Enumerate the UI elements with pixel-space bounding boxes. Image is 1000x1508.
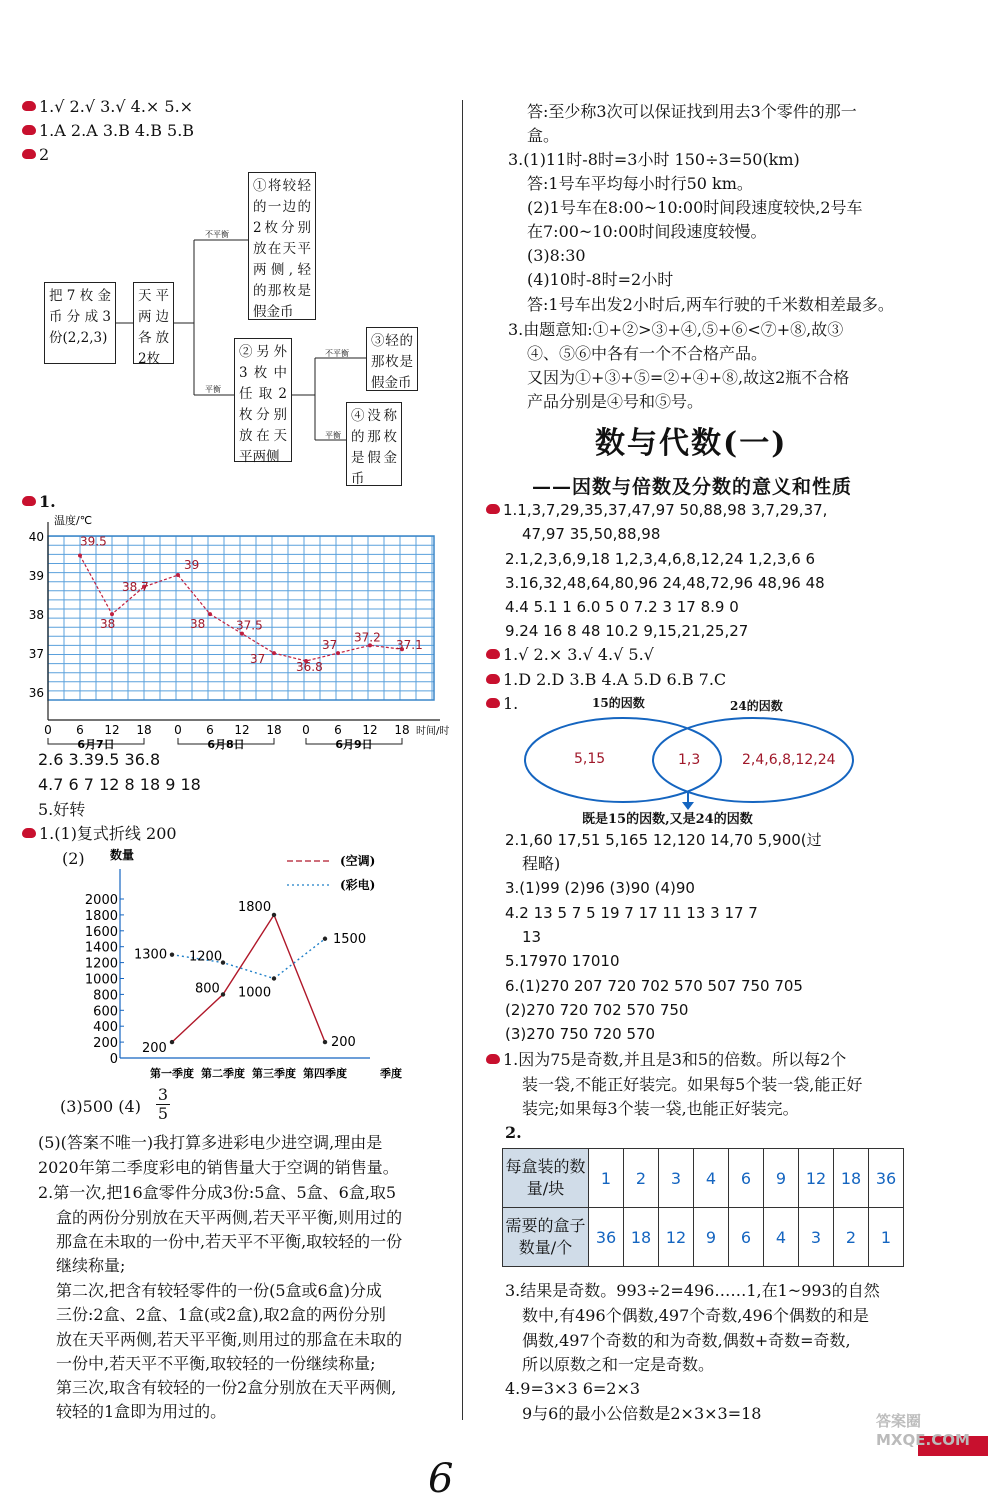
ans-line: 装完;如果每3个装一袋,也能正好装完。	[522, 1099, 799, 1118]
ans-line: 3.(1)11时-8时=3小时 150÷3=50(km)	[508, 150, 800, 169]
y-tick-label: 1800	[84, 908, 118, 924]
x-tick-label: 0	[174, 723, 182, 737]
data-label: 37	[250, 652, 266, 667]
legend-label: (彩电)	[340, 878, 376, 892]
x-tick-label: 12	[104, 723, 120, 737]
data-label: 38	[190, 617, 206, 632]
group-label: 6月9日	[335, 738, 373, 750]
y-axis-label: 数量	[110, 848, 135, 862]
data-point	[323, 937, 327, 941]
ans-line: 4.4 5.1 1 6.0 5 0 7.2 3 17 8.9 0	[505, 598, 739, 616]
y-tick-label: 1000	[84, 972, 118, 988]
ans-line: 6.(1)270 207 720 702 570 507 750 705	[505, 977, 803, 995]
y-tick-label: 36	[28, 686, 44, 701]
ans-line: 1.因为75是奇数,并且是3和5的倍数。所以每2个	[486, 1050, 846, 1070]
y-tick-label: 2000	[84, 893, 118, 908]
flow-start: 把7枚金币分成3份(2,2,3)	[44, 282, 116, 364]
data-point	[272, 913, 276, 917]
ans-line: 3.结果是奇数。993÷2=496……1,在1~993的自然	[505, 1281, 880, 1300]
ans-line: 47,97 35,50,88,98	[522, 525, 661, 543]
table-cell: 4	[764, 1208, 799, 1267]
venn-note: 既是15的因数,又是24的因数	[582, 812, 753, 827]
data-point	[272, 976, 276, 980]
ans-line: 3.16,32,48,64,80,96 24,48,72,96 48,96 48	[505, 574, 825, 592]
table-cell: 3	[799, 1208, 834, 1267]
page-subtitle: ——因数与倍数及分数的意义和性质	[532, 476, 853, 498]
ans-line: 9.24 16 8 48 10.2 9,15,21,25,27	[505, 622, 749, 640]
data-label: 37.5	[236, 618, 263, 633]
data-label: 37.1	[396, 638, 423, 653]
x-tick-label: 第三季度	[252, 1067, 296, 1080]
data-label: 200	[331, 1035, 356, 1051]
ans-line: (4)10时-8时=2小时	[527, 270, 674, 289]
data-label: 39.5	[80, 534, 107, 549]
ans-line: 在7:00~10:00时间段速度较慢。	[527, 222, 767, 241]
data-label: 1300	[134, 947, 168, 963]
x-axis-label: 时间/时	[416, 726, 450, 737]
column-divider	[462, 100, 463, 1420]
ans-line: (3)270 750 720 570	[505, 1025, 656, 1043]
data-label: 38.7	[122, 579, 149, 594]
table-cell: 6	[729, 1208, 764, 1267]
ans-line: 1.A 2.A 3.B 4.B 5.B	[22, 121, 194, 141]
ans-line: 第二次,把含有较轻零件的一份(5盒或6盒)分成	[56, 1281, 382, 1300]
data-label: 37.2	[354, 630, 381, 645]
data-label: 1000	[238, 985, 272, 1001]
y-tick-label: 37	[28, 647, 44, 662]
ans-line: 那盒在未取的一份中,若天平不平衡,取较轻的一份	[56, 1232, 403, 1251]
ans-line: (2)270 720 702 570 750	[505, 1001, 689, 1019]
table-row	[503, 1208, 904, 1267]
table-cell: 2	[834, 1208, 869, 1267]
ans-line: 2.	[505, 1123, 522, 1142]
data-label: 1500	[333, 931, 367, 947]
data-label: 39	[184, 558, 200, 573]
series-line	[172, 915, 325, 1042]
ans-line: 4.9=3×3 6=2×3	[505, 1379, 641, 1398]
x-tick-label: 12	[362, 723, 378, 737]
data-point	[78, 554, 82, 558]
ans-line: 4.7 6 7 12 8 18 9 18	[38, 775, 201, 794]
flow-balanced-label: 平衡	[205, 385, 221, 394]
ans-line: 1.D 2.D 3.B 4.A 5.D 6.B 7.C	[486, 670, 726, 690]
data-point	[170, 952, 174, 956]
ans-line: 2020年第二季度彩电的销售量大于空调的销售量。	[38, 1158, 399, 1177]
ans-line: 放在天平两侧,若天平平衡,则用过的那盒在未取的	[56, 1330, 403, 1349]
ans-line: 1.√ 2.× 3.√ 4.√ 5.√	[486, 645, 654, 665]
table-cell: 1	[869, 1208, 904, 1267]
ans-line: 5.17970 17010	[505, 952, 620, 970]
section-marker-icon	[22, 496, 36, 506]
ans-line: 一份中,若天平不平衡,取较轻的一份继续称量;	[56, 1354, 376, 1373]
fraction: 3 5	[157, 1085, 169, 1123]
x-axis-label: 季度	[380, 1067, 402, 1080]
ans-line: (5)(答案不唯一)我打算多进彩电少进空调,理由是	[38, 1133, 383, 1152]
ans-line: 装一袋,不能正好装完。如果每5个装一袋,能正好	[522, 1075, 863, 1094]
section-marker-icon	[486, 698, 500, 708]
ans-line: 偶数,497个奇数的和为奇数,偶数+奇数=奇数,	[522, 1331, 851, 1350]
x-tick-label: 18	[136, 723, 152, 737]
data-point	[208, 612, 212, 616]
table-header: 每盒装的数量/块	[503, 1149, 589, 1208]
y-tick-label: 0	[109, 1052, 118, 1067]
x-tick-label: 第四季度	[303, 1067, 347, 1080]
q7-line: 1.(1)复式折线 200	[22, 824, 177, 844]
flow-box2: ②另外3枚中任取2枚分别放在天平两侧	[234, 338, 292, 462]
ans-line: (2)1号车在8:00~10:00时间段速度较快,2号车	[527, 198, 863, 217]
ans-line: 盒的两份分别放在天平两侧,若天平平衡,则用过的	[56, 1208, 403, 1227]
venn-mid: 1,3	[678, 752, 701, 768]
flow-box1: ①将较轻的一边的2枚分别放在天平两侧,轻的那枚是假金币	[248, 172, 316, 320]
boxes-table	[502, 1148, 904, 1267]
y-tick-label: 400	[93, 1020, 118, 1036]
venn-label-24: 24的因数	[730, 699, 783, 713]
flow-box3: ③轻的那枚是假金币	[366, 327, 418, 391]
ans-line: 答:至少称3次可以保证找到用去3个零件的那一	[527, 102, 857, 121]
data-point	[221, 992, 225, 996]
table-cell: 4	[694, 1149, 729, 1208]
ans-line: 答:1号车出发2小时后,两车行驶的千米数相差最多。	[527, 295, 894, 314]
ans-line: 第三次,取含有较轻的一份2盒分别放在天平两侧,	[56, 1378, 397, 1397]
data-point	[110, 612, 114, 616]
ans-line: 13	[522, 928, 542, 946]
ans-line: 3.由题意知:①+②>③+④,⑤+⑥<⑦+⑧,故③	[508, 320, 844, 339]
ans-line: 所以原数之和一定是奇数。	[522, 1355, 715, 1374]
section-marker-icon	[486, 649, 500, 659]
ans-line: 产品分别是④号和⑤号。	[527, 392, 704, 411]
table-cell: 6	[729, 1149, 764, 1208]
x-tick-label: 12	[234, 723, 250, 737]
x-tick-label: 0	[302, 723, 310, 737]
section-marker-icon	[486, 674, 500, 684]
x-tick-label: 6	[76, 723, 84, 737]
page-number: 6	[428, 1456, 454, 1502]
y-tick-label: 38	[28, 608, 44, 623]
ans-line: ④、⑤⑥中各有一个不合格产品。	[527, 344, 768, 363]
ans-line: 2	[22, 145, 49, 165]
ans-line: 又因为①+③+⑤=②+④+⑧,故这2瓶不合格	[527, 368, 850, 387]
group-label: 6月7日	[77, 738, 115, 750]
y-tick-label: 600	[93, 1004, 118, 1020]
table-row	[503, 1149, 904, 1208]
ans-line: 程略)	[522, 854, 561, 873]
ans-line: 三份:2盒、2盒、1盒(或2盒),取2盒的两份分别	[56, 1305, 386, 1324]
legend-label: (空调)	[340, 854, 376, 868]
x-tick-label: 0	[44, 723, 52, 737]
data-label: 200	[142, 1041, 167, 1057]
ans-line: 9与6的最小公倍数是2×3×3=18	[522, 1404, 762, 1423]
data-point	[323, 1040, 327, 1044]
ans-line: 2.第一次,把16盒零件分成3份:5盒、5盒、6盒,取5	[38, 1183, 397, 1202]
x-tick-label: 18	[266, 723, 282, 737]
section-marker-icon	[486, 1054, 500, 1064]
venn-label-15: 15的因数	[592, 696, 645, 710]
table-cell: 18	[834, 1149, 869, 1208]
page-title: 数与代数(一)	[595, 426, 788, 461]
table-cell: 18	[624, 1208, 659, 1267]
data-point	[170, 1040, 174, 1044]
ans-line: 盒。	[527, 126, 560, 145]
ans-line: 答:1号车平均每小时行50 km。	[527, 174, 753, 193]
x-tick-label: 第二季度	[201, 1067, 245, 1080]
ans-line: 5.好转	[38, 800, 86, 819]
data-point	[176, 573, 180, 577]
flow-balanced-label-2: 平衡	[325, 431, 341, 440]
table-cell: 2	[624, 1149, 659, 1208]
table-header: 需要的盒子数量/个	[503, 1208, 589, 1267]
ans-line: 3.(1)99 (2)96 (3)90 (4)90	[505, 879, 695, 897]
ans-line: (3)8:30	[527, 246, 586, 265]
ans-line: 2.1,2,3,6,9,18 1,2,3,4,6,8,12,24 1,2,3,6 6	[505, 550, 816, 568]
ans-line: 2.6 3.39.5 36.8	[38, 750, 161, 769]
data-label: 1200	[189, 949, 223, 965]
ans-line: 1.√ 2.√ 3.√ 4.× 5.×	[22, 97, 193, 117]
y-tick-label: 40	[28, 530, 44, 544]
ans-line: 数中,有496个偶数,497个奇数,496个偶数的和是	[522, 1306, 869, 1325]
ans-line: 较轻的1盒即为用过的。	[56, 1402, 227, 1421]
flow-unbalanced-label-2: 不平衡	[325, 349, 349, 358]
data-label: 1800	[238, 899, 272, 915]
y-tick-label: 1200	[84, 956, 118, 972]
data-label: 37	[322, 638, 338, 653]
ans-line: 1.	[486, 694, 518, 714]
flow-unbalanced-label: 不平衡	[205, 230, 229, 239]
venn-right: 2,4,6,8,12,24	[742, 752, 836, 768]
x-tick-label: 6	[334, 723, 342, 737]
table-cell: 9	[764, 1149, 799, 1208]
y-axis-label: 温度/℃	[54, 514, 93, 527]
y-tick-label: 200	[93, 1036, 118, 1052]
q6-label: 1.	[22, 492, 56, 512]
table-cell: 36	[869, 1149, 904, 1208]
data-label: 800	[195, 981, 220, 997]
section-marker-icon	[486, 504, 500, 514]
temperature-chart	[0, 510, 470, 750]
flow-step1: 天平两边各放2枚	[133, 282, 174, 364]
ans-line: 继续称量;	[56, 1256, 126, 1275]
ans-line: 1.1,3,7,29,35,37,47,97 50,88,98 3,7,29,37,	[486, 500, 827, 520]
section-marker-icon	[22, 828, 36, 838]
table-cell: 9	[694, 1208, 729, 1267]
table-cell: 3	[659, 1149, 694, 1208]
x-tick-label: 第一季度	[150, 1067, 194, 1080]
data-label: 38	[100, 617, 116, 632]
venn-left: 5,15	[574, 751, 606, 767]
sales-chart	[0, 845, 470, 1090]
table-cell: 1	[589, 1149, 624, 1208]
data-label: 36.8	[296, 659, 323, 674]
data-point	[272, 651, 276, 655]
group-label: 6月8日	[207, 738, 245, 750]
q7-2: (2)	[62, 849, 85, 868]
table-cell: 36	[589, 1208, 624, 1267]
y-tick-label: 1400	[84, 940, 118, 956]
ans-line: 4.2 13 5 7 5 19 7 17 11 13 3 17 7	[505, 904, 758, 922]
y-tick-label: 39	[28, 569, 44, 584]
ans-line: 2.1,60 17,51 5,165 12,120 14,70 5,900(过	[505, 831, 822, 849]
flow-box4: ④没称的那枚是假金币	[346, 402, 402, 486]
watermark-logo: 答案圈 MXQE.COM	[876, 1410, 992, 1462]
y-tick-label: 1600	[84, 924, 118, 940]
x-tick-label: 6	[206, 723, 214, 737]
table-cell: 12	[659, 1208, 694, 1267]
table-cell: 12	[799, 1149, 834, 1208]
y-tick-label: 800	[93, 988, 118, 1004]
x-tick-label: 18	[394, 723, 410, 737]
q7-3: (3)500 (4)	[60, 1097, 141, 1116]
